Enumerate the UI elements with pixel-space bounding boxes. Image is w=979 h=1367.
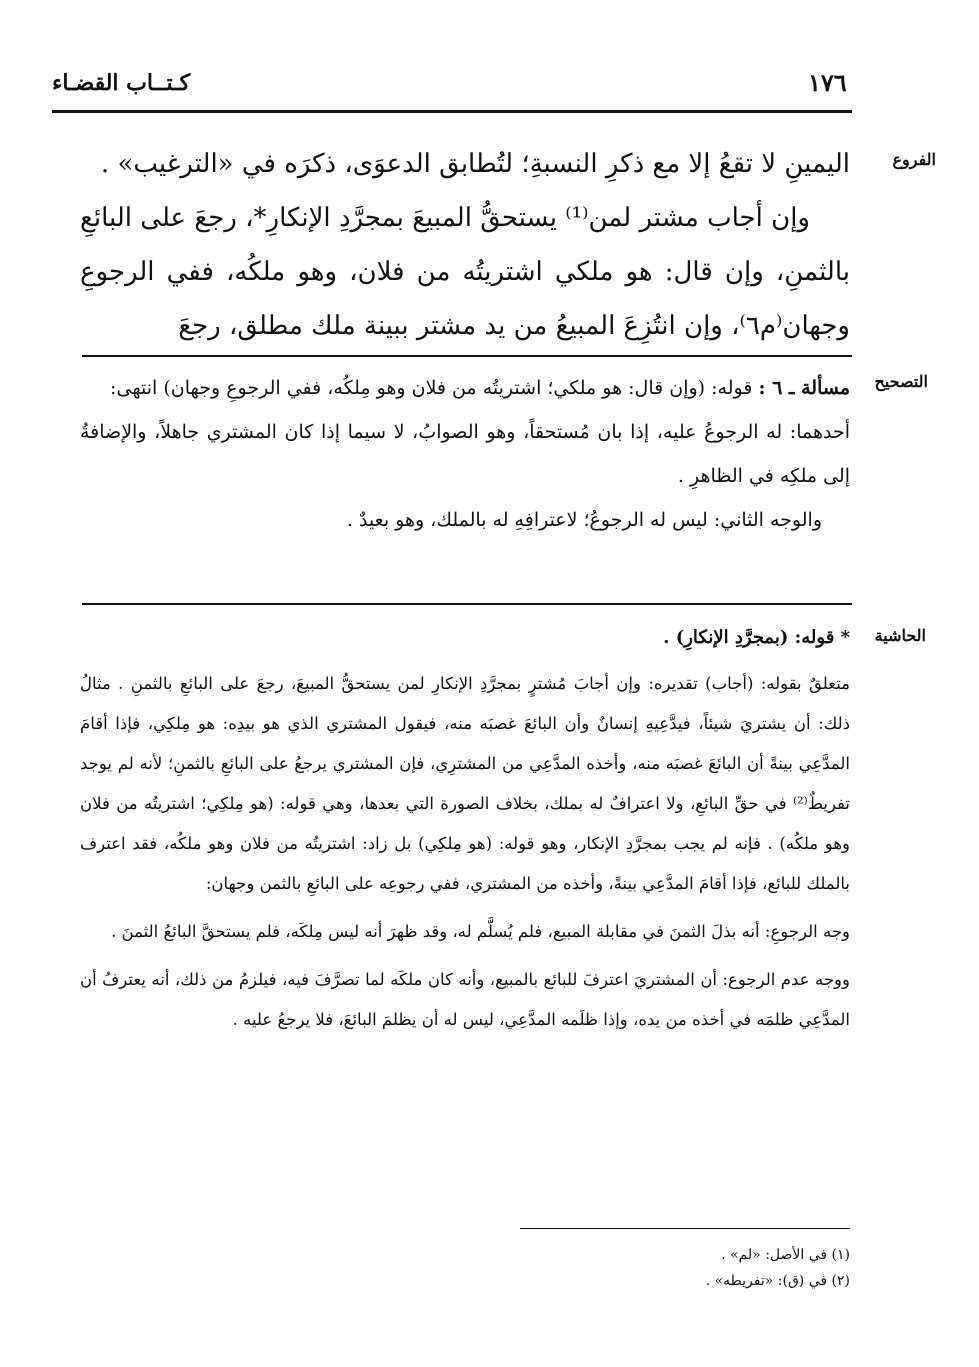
hashiya-paragraph-3: ووجه عدم الرجوع: أن المشتريَ اعترفَ للبائع بالمبيع، وأنه كان ملكَه لما تصرَّفَ فيه، فيلزمُ من ذلك، أنه يعترفُ أن المدَّعِي ظلمَه في أخذه من يده، وإذا ظلَمه المدَّعِي، ليس له أن يظلمَ البائعَ، فلا يرجعُ عليه . — [80, 970, 850, 1029]
furu-section — [80, 137, 850, 353]
hashiya-paragraph-2: وجه الرجوعِ: أنه بذلَ الثمنَ في مقابلة المبيع، فلم يُسلَّم له، وقد ظهرَ أنه ليس مِلكَه، فلم يستحقَّ البائعُ الثمنَ . — [111, 922, 850, 941]
hashiya-heading: * قوله: (بمجرَّدِ الإنكارِ) . — [663, 627, 850, 648]
tashih-paragraph-1 — [80, 366, 850, 410]
tashih-paragraph-2: أحدهما: له الرجوعُ عليه، إذا بان مُستحقاً، وهو الصوابُ، لا سيما إذا كان المشتري جاهلاً، والإضافةُ إلى ملكِه في الظاهرِ . — [80, 421, 850, 487]
label-furu: الفروع — [892, 150, 936, 169]
book-title: كـتــاب القضـاء — [52, 70, 191, 96]
hashiya-section — [80, 618, 850, 1040]
furu-paragraph-2: وإن أجاب مشتر لمن⁽¹⁾ يستحقُّ المبيعَ بمجرَّدِ الإنكارِ*، رجعَ على البائعِ بالثمنِ، وإن قال: هو ملكي اشتريتُه من فلان، وهو ملكُه، ففي الرجوعِ وجهان⁽م٦⁾، وإن انتُزِعَ المبيعُ من يد مشتر ببينة ملك مطلق، رجعَ — [80, 203, 850, 341]
tashih-paragraph-3: والوجه الثاني: ليس له الرجوعُ؛ لاعترافِهِ له بالملك، وهو بعيدٌ . — [346, 509, 822, 531]
page-number: ١٧٦ — [808, 68, 847, 97]
tashih-text-1: قوله: (وإن قال: هو ملكي؛ اشتريتُه من فلان وهو مِلكُه، ففي الرجوعِ وجهان) انتهى: — [110, 377, 753, 399]
furu-rule — [82, 355, 852, 357]
tashih-heading: مسألة ـ ٦ : — [758, 377, 850, 399]
label-hashiya: الحاشية — [874, 626, 926, 645]
tashih-section — [80, 366, 850, 542]
header-rule — [52, 110, 852, 113]
hashiya-paragraph-1: متعلقٌ بقوله: (أجاب) تقديره: وإن أجابَ مُشترٍ بمجرَّدِ الإنكارِ لمن يستحقُّ المبيعَ، رجعَ على البائعِ بالثمنِ . مثالُ ذلك: أن يشتريَ شيئاً، فيدَّعِيهِ إنسانٌ وأن البائعَ غصبَه منه، فيقول المشتري الذي هو بيدِه: هو مِلكِي، فإذا أقامَ المدَّعِي بينةً أن البائعَ غصبَه منه، وأخذه المدَّعِي من المشترِي، فإن المشتري يرجعُ على البائعِ بالثمنِ؛ لأنه لم يوجد تفريطٌ⁽²⁾ في حقِّ البائعِ، ولا اعترافٌ له بملك، بخلاف الصورة التي بعدها، وهي قوله: (هو مِلكِي؛ اشتريتُه من فلان وهو ملكُه) . فإنه لم يجب بمجرَّدِ الإنكار، وهو قوله: (هو مِلكِي) بل زاد: اشتريتُه من فلان وهو ملكُه، فقد اعترف بالملك للبائع، فإذا أقامَ المدَّعِي بينةً، وأخذه من المشتري، ففي رجوعِه على البائعِ بالثمن وجهان: — [80, 674, 850, 893]
footnote-rule — [520, 1228, 850, 1229]
footnote-2: (٢) في (ق): «تفريطه» . — [705, 1273, 850, 1289]
tashih-rule — [82, 603, 852, 605]
footnotes — [520, 1242, 850, 1294]
furu-paragraph-1: اليمينِ لا تقعُ إلا مع ذكرِ النسبةِ؛ لتُطابق الدعوَى، ذكرَه في «الترغيب» . — [100, 149, 850, 179]
label-tashih: التصحيح — [874, 372, 928, 391]
footnote-1: (١) في الأصل: «لم» . — [721, 1247, 850, 1263]
